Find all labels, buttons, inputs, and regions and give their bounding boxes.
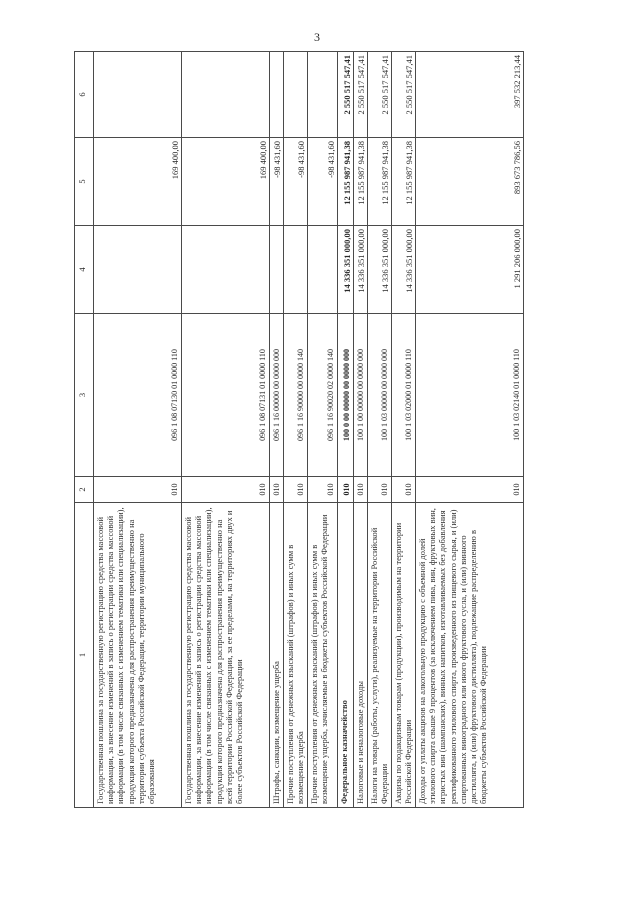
row-plan: 1 291 206 000,00 — [416, 226, 524, 314]
table-row — [368, 52, 392, 808]
row-kbk: 100 0 00 00000 00 0000 000 — [338, 314, 354, 477]
row-name: Государственная пошлина за государственную регистрацию средства массовой информации, за внесение изменений в запись о регистрации средства массовой информации (в том числе связанных с изменением тематики или специализации), продукция которого предназначена для распространения преимущественно на всей территории Российской Федерации, за ее пределами, на территориях двух и более субъектов Российской Федерации — [182, 503, 270, 808]
row-executed: 893 673 786,56 — [416, 138, 524, 226]
table-row — [338, 52, 354, 808]
col-header-1: 1 — [75, 503, 94, 808]
row-remainder — [182, 52, 270, 138]
row-plan: 14 336 351 000,00 — [392, 226, 416, 314]
row-plan: 14 336 351 000,00 — [338, 226, 354, 314]
row-kbk: 096 1 08 07130 01 0000 110 — [94, 314, 182, 477]
row-code: 010 — [284, 477, 308, 503]
row-code: 010 — [308, 477, 338, 503]
row-code: 010 — [338, 477, 354, 503]
table-row — [284, 52, 308, 808]
row-name: Прочие поступления от денежных взысканий (штрафов) и иных сумм в возмещение ущерба, зачисляемые в бюджеты субъектов Российской Федерации — [308, 503, 338, 808]
row-executed: 12 155 987 941,38 — [392, 138, 416, 226]
row-remainder: 2 550 517 547,41 — [338, 52, 354, 138]
row-executed: -98 431,60 — [284, 138, 308, 226]
row-code: 010 — [182, 477, 270, 503]
row-plan: 14 336 351 000,00 — [354, 226, 368, 314]
table-row — [270, 52, 284, 808]
row-executed: -98 431,60 — [308, 138, 338, 226]
col-header-5: 5 — [75, 138, 94, 226]
row-executed: 12 155 987 941,38 — [368, 138, 392, 226]
row-remainder: 2 550 517 547,41 — [354, 52, 368, 138]
col-header-2: 2 — [75, 477, 94, 503]
page-number: 3 — [314, 30, 320, 44]
row-code: 010 — [392, 477, 416, 503]
table-row — [182, 52, 270, 808]
row-name: Федеральное казначейство — [338, 503, 354, 808]
row-name: Государственная пошлина за государственную регистрацию средства массовой информации, за внесение изменений в запись о регистрации средства массовой информации (в том числе связанных с изменением тематики или специализации), продукция которого предназначена для распространения преимущественно на территории субъекта Российской Федерации, территории муниципального образования — [94, 503, 182, 808]
row-remainder: 397 532 213,44 — [416, 52, 524, 138]
row-executed: 12 155 987 941,38 — [338, 138, 354, 226]
row-kbk: 100 1 00 00000 00 0000 000 — [354, 314, 368, 477]
row-code: 010 — [416, 477, 524, 503]
rotated-table-container — [74, 52, 602, 808]
row-kbk: 100 1 03 00000 00 0000 000 — [368, 314, 392, 477]
row-executed: 12 155 987 941,38 — [354, 138, 368, 226]
table-row — [354, 52, 368, 808]
row-code: 010 — [270, 477, 284, 503]
row-name: Налоговые и неналоговые доходы — [354, 503, 368, 808]
row-kbk: 096 1 16 00000 00 0000 000 — [270, 314, 284, 477]
col-header-3: 3 — [75, 314, 94, 477]
row-executed: -98 431,60 — [270, 138, 284, 226]
header-row — [75, 52, 94, 808]
row-remainder: 2 550 517 547,41 — [368, 52, 392, 138]
row-kbk: 096 1 16 90000 00 0000 140 — [284, 314, 308, 477]
row-remainder — [308, 52, 338, 138]
col-header-4: 4 — [75, 226, 94, 314]
row-plan — [270, 226, 284, 314]
row-executed: 169 400,00 — [182, 138, 270, 226]
row-kbk: 096 1 08 07131 01 0000 110 — [182, 314, 270, 477]
revenue-table — [74, 51, 524, 808]
row-kbk: 096 1 16 90020 02 0000 140 — [308, 314, 338, 477]
row-remainder — [284, 52, 308, 138]
row-plan — [94, 226, 182, 314]
table-row — [416, 52, 524, 808]
row-name: Прочие поступления от денежных взысканий (штрафов) и иных сумм в возмещение ущерба — [284, 503, 308, 808]
row-name: Налоги на товары (работы, услуги), реализуемые на территории Российской Федерации — [368, 503, 392, 808]
row-plan — [182, 226, 270, 314]
row-code: 010 — [354, 477, 368, 503]
row-remainder — [270, 52, 284, 138]
row-plan — [284, 226, 308, 314]
row-name: Штрафы, санкции, возмещение ущерба — [270, 503, 284, 808]
row-code: 010 — [94, 477, 182, 503]
col-header-6: 6 — [75, 52, 94, 138]
row-plan: 14 336 351 000,00 — [368, 226, 392, 314]
row-remainder: 2 550 517 547,41 — [392, 52, 416, 138]
row-remainder — [94, 52, 182, 138]
row-code: 010 — [368, 477, 392, 503]
table-row — [94, 52, 182, 808]
row-kbk: 100 1 03 02000 01 0000 110 — [392, 314, 416, 477]
row-plan — [308, 226, 338, 314]
row-name: Доходы от уплаты акцизов на алкогольную продукцию с объемной долей этилового спирта свыше 9 процентов (за исключением пива, вин, фруктовых вин, игристых вин (шампанских), винных напитков, изготавливаемых без добавления ректификованного этилового спирта, произведенного из пищевого сырья, и (или) спиртованных виноградного или иного фруктового сусла, и (или) винного дистиллята, и (или) фруктового дистиллята), подлежащие распределению в бюджеты субъектов Российской Федерации — [416, 503, 524, 808]
table-row — [392, 52, 416, 808]
row-name: Акцизы по подакцизным товарам (продукции), производимым на территории Российской Федерации — [392, 503, 416, 808]
row-executed: 169 400,00 — [94, 138, 182, 226]
row-kbk: 100 1 03 02140 01 0000 110 — [416, 314, 524, 477]
table-row — [308, 52, 338, 808]
